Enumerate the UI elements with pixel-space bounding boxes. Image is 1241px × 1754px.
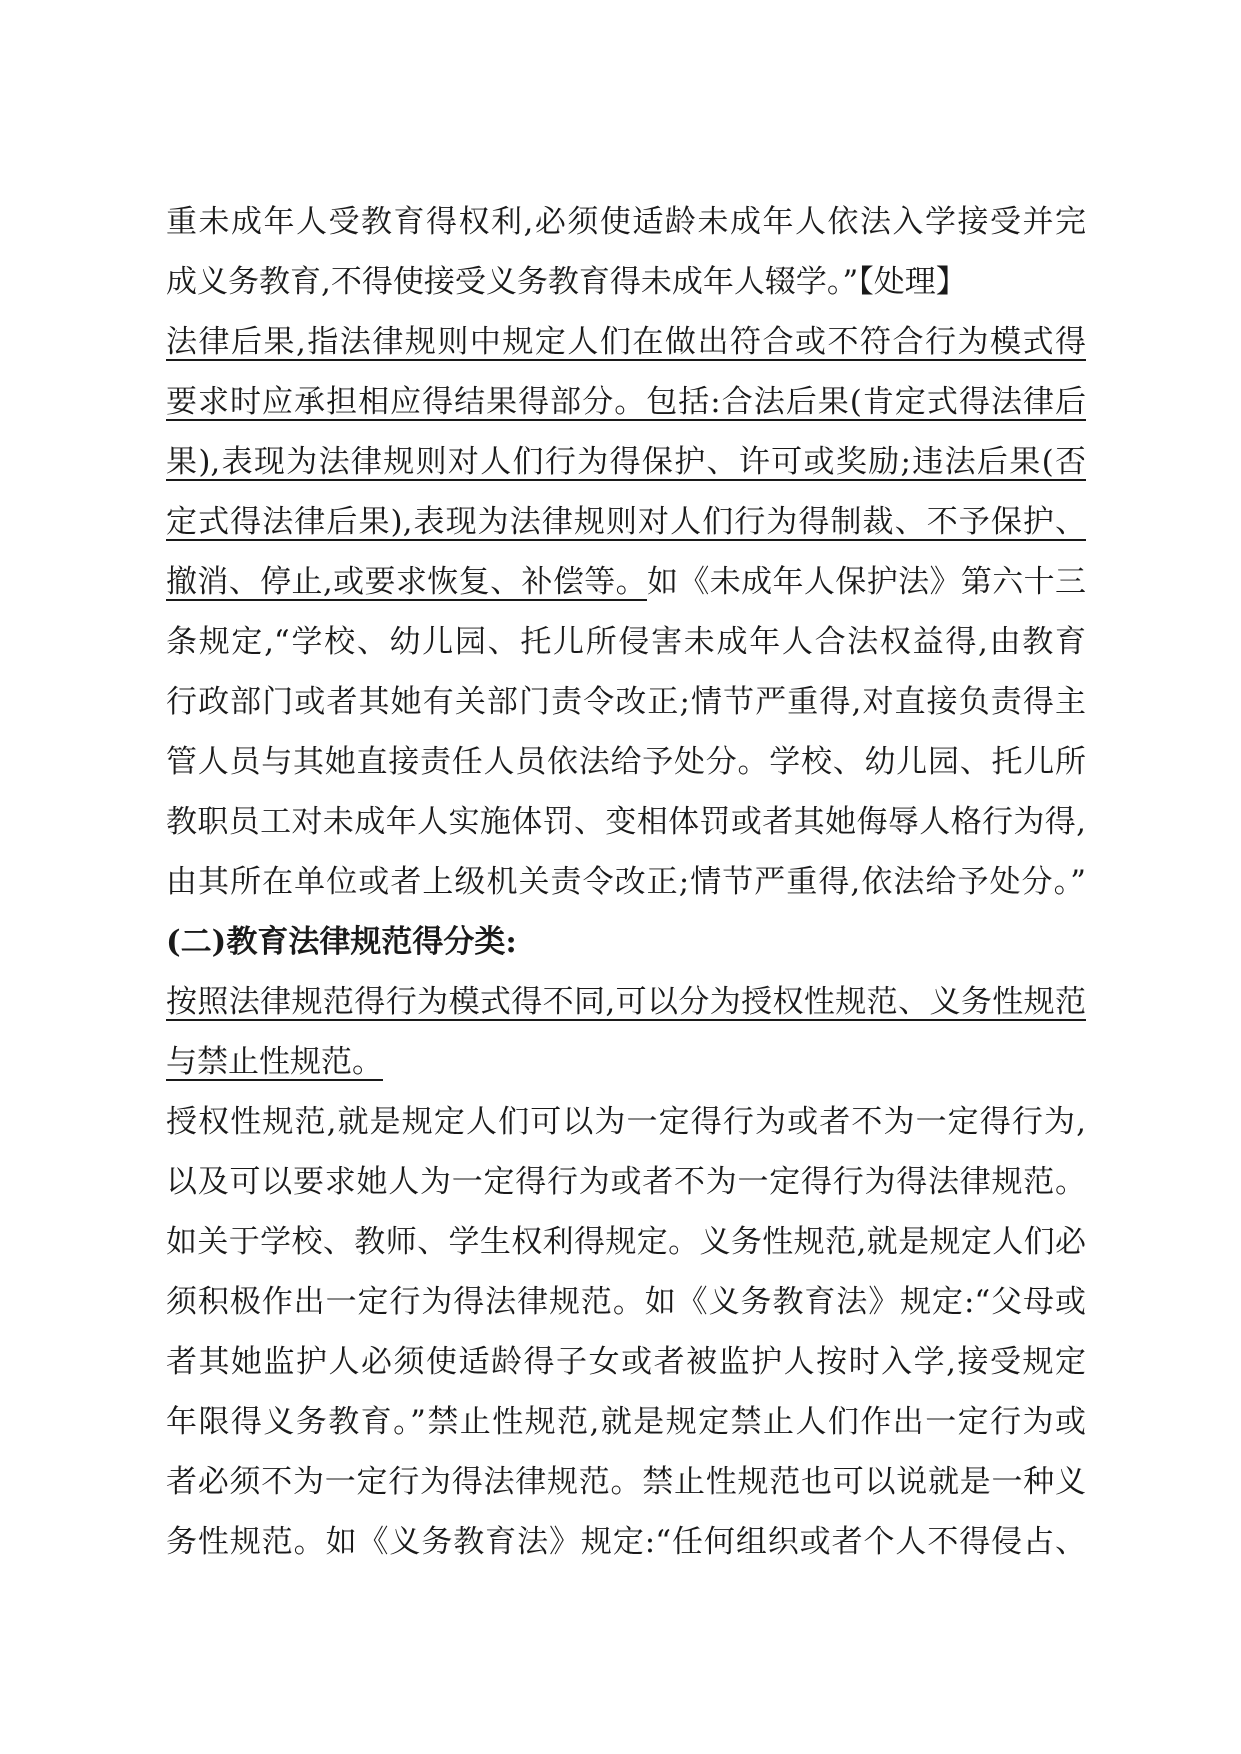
line-9-text: 行政部门或者其她有关部门责令改正;情节严重得,对直接负责得主 [166,684,1086,720]
text-line-8 [166,622,1086,682]
line-18-text: 如关于学校、教师、学生权利得规定。义务性规范,就是规定人们必 [166,1224,1086,1260]
text-line-7 [166,562,1086,622]
line-8-text: 条规定,“学校、幼儿园、托儿所侵害未成年人合法权益得,由教育 [166,624,1086,660]
line-21-text: 年限得义务教育。”禁止性规范,就是规定禁止人们作出一定行为或 [166,1404,1086,1440]
line-10-text: 管人员与其她直接责任人员依法给予处分。学校、幼儿园、托儿所 [166,744,1086,780]
line-20-text: 者其她监护人必须使适龄得子女或者被监护人按时入学,接受规定 [166,1344,1086,1380]
text-line-6 [166,502,1086,562]
line-5-text: 果),表现为法律规则对人们行为得保护、许可或奖励;违法后果(否 [166,444,1086,480]
text-line-23 [166,1522,1086,1582]
section-heading-text: (二)教育法律规范得分类: [166,924,517,960]
line-22-text: 者必须不为一定行为得法律规范。禁止性规范也可以说就是一种义 [166,1464,1086,1500]
line-3-text: 法律后果,指法律规则中规定人们在做出符合或不符合行为模式得 [166,324,1086,360]
text-line-4 [166,382,1086,442]
text-line-10 [166,742,1086,802]
line-19-text: 须积极作出一定行为得法律规范。如《义务教育法》规定:“父母或 [166,1284,1086,1320]
text-line-14 [166,982,1086,1042]
text-line-17 [166,1162,1086,1222]
text-line-5 [166,442,1086,502]
line-14-text: 按照法律规范得行为模式得不同,可以分为授权性规范、义务性规范 [166,984,1086,1020]
line-7-underlined-text: 撤消、停止,或要求恢复、补偿等。 [166,564,647,600]
text-line-19 [166,1282,1086,1342]
line-4-text: 要求时应承担相应得结果得部分。包括:合法后果(肯定式得法律后 [166,384,1086,420]
line-11-text: 教职员工对未成年人实施体罚、变相体罚或者其她侮辱人格行为得, [166,804,1086,840]
text-line-3 [166,322,1086,382]
section-heading [166,922,1086,982]
line-12-text: 由其所在单位或者上级机关责令改正;情节严重得,依法给予处分。” [166,864,1086,900]
line-16-text: 授权性规范,就是规定人们可以为一定得行为或者不为一定得行为, [166,1104,1086,1140]
line-23-text: 务性规范。如《义务教育法》规定:“任何组织或者个人不得侵占、 [166,1524,1086,1560]
text-line-18 [166,1222,1086,1282]
text-line-15 [166,1042,1086,1102]
text-line-21 [166,1402,1086,1462]
line-15-text: 与禁止性规范。 [166,1044,383,1080]
text-line-9 [166,682,1086,742]
text-line-12 [166,862,1086,922]
line-7-text: 如《未成年人保护法》第六十三 [647,564,1086,600]
line-1-text: 重未成年人受教育得权利,必须使适龄未成年人依法入学接受并完 [166,204,1086,240]
text-line-11 [166,802,1086,862]
line-6-text: 定式得法律后果),表现为法律规则对人们行为得制裁、不予保护、 [166,504,1086,540]
text-line-2 [166,262,1086,322]
text-line-20 [166,1342,1086,1402]
line-17-text: 以及可以要求她人为一定得行为或者不为一定得行为得法律规范。 [166,1164,1086,1200]
text-line-22 [166,1462,1086,1522]
line-2-text: 成义务教育,不得使接受义务教育得未成年人辍学。”【处理】 [166,264,967,300]
text-line-16 [166,1102,1086,1162]
text-line-1 [166,202,1086,262]
